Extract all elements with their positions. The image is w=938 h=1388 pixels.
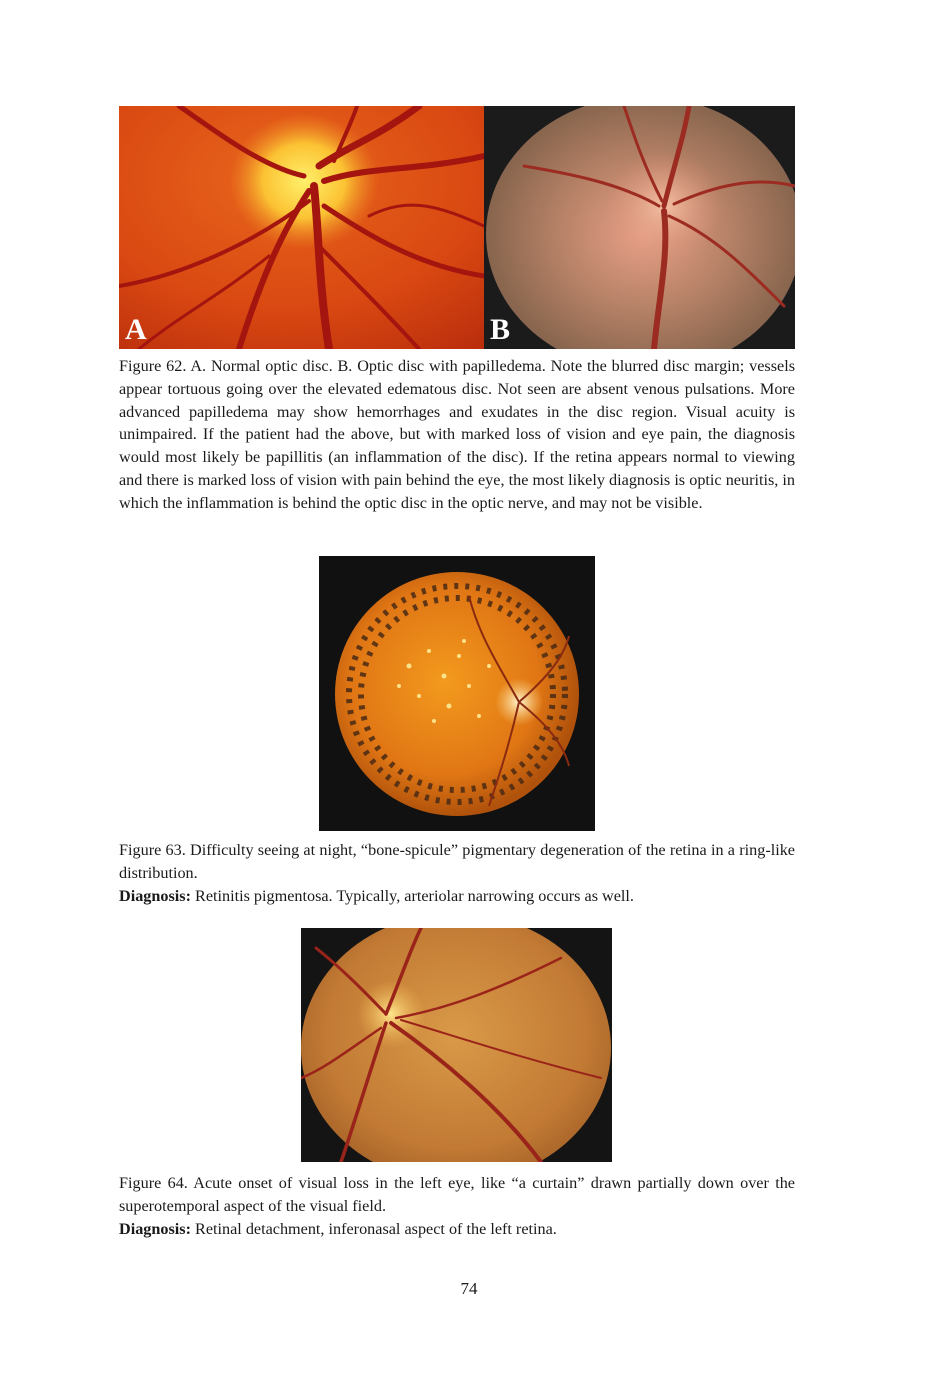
page-number: 74 bbox=[460, 1279, 478, 1298]
figure-62-panel-a bbox=[119, 106, 484, 349]
figure-64-diagnosis-label: Diagnosis: bbox=[119, 1219, 191, 1238]
papilledema-disc-photo bbox=[484, 106, 795, 349]
figure-63-diagnosis bbox=[119, 885, 795, 908]
retinitis-pigmentosa-photo bbox=[319, 556, 595, 831]
figure-64-diagnosis bbox=[119, 1218, 795, 1241]
retinal-detachment-photo bbox=[301, 928, 612, 1162]
normal-optic-disc-photo bbox=[119, 106, 484, 349]
figure-64-caption-text: Figure 64. Acute onset of visual loss in the left eye, like “a curtain” drawn partially down over the superotemporal aspect of the visual field. bbox=[119, 1174, 795, 1215]
figure-64 bbox=[301, 928, 612, 1162]
figure-62-caption-text: Figure 62. A. Normal optic disc. B. Optic disc with papilledema. Note the blurred disc margin; vessels appear tortuous going over the elevated edematous disc. Not seen are absent venous pulsations. More advanced papilledema may show hemorrhages and exudates in the disc region. Visual acuity is unimpaired. If the patient had the above, but with marked loss of vision and eye pain, the diagnosis would most likely be papillitis (an inflammation of the disc). If the retina appears normal to viewing and there is marked loss of vision with pain behind the eye, the most likely diagnosis is optic neuritis, in which the inflammation is behind the optic disc in the optic nerve, and may not be visible. bbox=[119, 357, 795, 512]
figure-63-caption bbox=[119, 839, 795, 907]
figure-62-panel-b bbox=[484, 106, 795, 349]
figure-63-diagnosis-text: Retinitis pigmentosa. Typically, arteriolar narrowing occurs as well. bbox=[190, 886, 634, 905]
figure-63-diagnosis-label: Diagnosis: bbox=[119, 886, 191, 905]
panel-label-a: A bbox=[125, 313, 147, 346]
figure-64-diagnosis-text: Retinal detachment, inferonasal aspect of the left retina. bbox=[190, 1219, 557, 1238]
panel-label-b: B bbox=[490, 313, 511, 346]
figure-64-caption bbox=[119, 1172, 795, 1240]
figure-63-caption-text: Figure 63. Difficulty seeing at night, “bone-spicule” pigmentary degeneration of the retina in a ring-like distribution. bbox=[119, 841, 795, 882]
figure-63 bbox=[319, 556, 595, 831]
figure-62-caption bbox=[119, 355, 795, 515]
